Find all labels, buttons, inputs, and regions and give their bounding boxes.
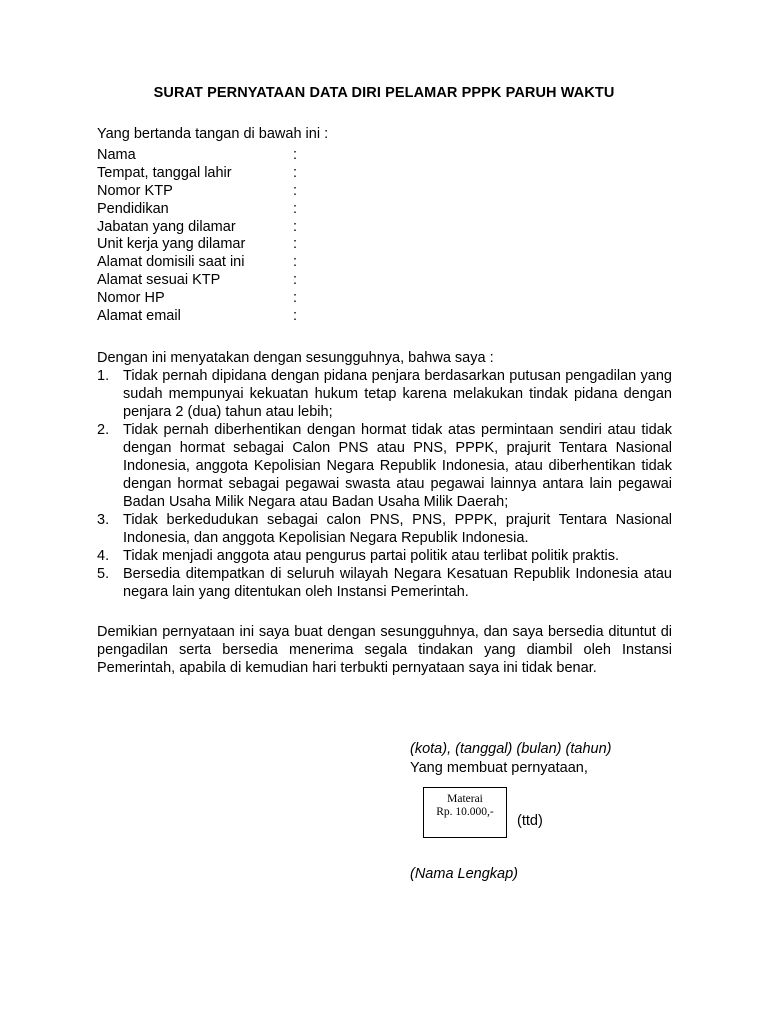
field-row-email xyxy=(97,307,497,325)
field-colon: : xyxy=(293,290,298,307)
field-row-ttl xyxy=(97,164,497,182)
list-item xyxy=(97,511,672,547)
stamp-label: Materai xyxy=(447,793,483,805)
field-colon: : xyxy=(293,218,298,235)
list-item xyxy=(97,547,672,565)
field-colon: : xyxy=(293,272,298,289)
document-title: SURAT PERNYATAAN DATA DIRI PELAMAR PPPK PARUH WAKTU xyxy=(153,85,615,101)
item-number: 4. xyxy=(97,548,110,564)
item-text: Bersedia ditempatkan di seluruh wilayah Negara Kesatuan Republik Indonesia atau negara lain yang ditentukan oleh Instansi Pemerintah. xyxy=(123,566,672,600)
field-label: Pendidikan xyxy=(97,200,169,217)
field-label: Alamat email xyxy=(97,307,181,324)
signature-name: (Nama Lengkap) xyxy=(410,866,518,882)
field-colon: : xyxy=(293,307,298,324)
field-label: Jabatan yang dilamar xyxy=(97,218,236,235)
field-colon: : xyxy=(293,236,298,253)
list-item xyxy=(97,367,672,421)
field-label: Nomor HP xyxy=(97,290,165,307)
identity-fields xyxy=(97,146,497,325)
item-text: Tidak pernah dipidana dengan pidana penjara berdasarkan putusan pengadilan yang sudah mempunyai kekuatan hukum tetap karena melakukan tindak pidana dengan penjara 2 (dua) tahun atau lebih; xyxy=(123,368,672,420)
materai-stamp-box xyxy=(423,787,507,838)
item-number: 1. xyxy=(97,368,110,384)
list-item xyxy=(97,421,672,511)
declaration-list xyxy=(97,367,672,601)
signature-date-line: (kota), (tanggal) (bulan) (tahun) xyxy=(410,741,612,757)
field-row-ktp xyxy=(97,182,497,200)
statement-intro: Dengan ini menyatakan dengan sesungguhnya, bahwa saya : xyxy=(97,350,494,366)
field-row-unit-kerja xyxy=(97,235,497,253)
field-row-alamat-ktp xyxy=(97,271,497,289)
item-text: Tidak menjadi anggota atau pengurus partai politik atau terlibat politik praktis. xyxy=(123,548,619,564)
item-number: 3. xyxy=(97,512,110,528)
signature-ttd: (ttd) xyxy=(517,813,543,829)
field-label: Nomor KTP xyxy=(97,182,173,199)
field-row-pendidikan xyxy=(97,200,497,218)
field-row-hp xyxy=(97,289,497,307)
field-row-domisili xyxy=(97,253,497,271)
item-number: 2. xyxy=(97,422,110,438)
list-item xyxy=(97,565,672,601)
closing-paragraph: Demikian pernyataan ini saya buat dengan sesungguhnya, dan saya bersedia dituntut di pengadilan serta bersedia menerima segala tindakan yang diambil oleh Instansi Pemerintah, apabila di kemudian hari terbukti pernyataan saya ini tidak benar. xyxy=(97,624,672,676)
field-label: Tempat, tanggal lahir xyxy=(97,164,232,181)
field-label: Alamat sesuai KTP xyxy=(97,272,221,289)
field-label: Unit kerja yang dilamar xyxy=(97,236,246,253)
stamp-value: Rp. 10.000,- xyxy=(436,806,494,818)
field-row-nama xyxy=(97,146,497,164)
signature-maker: Yang membuat pernyataan, xyxy=(410,760,588,776)
intro-text: Yang bertanda tangan di bawah ini : xyxy=(97,126,329,142)
field-colon: : xyxy=(293,200,298,217)
field-colon: : xyxy=(293,182,298,199)
item-text: Tidak berkedudukan sebagai calon PNS, PNS, PPPK, prajurit Tentara Nasional Indonesia, dan anggota Kepolisian Negara Republik Indonesia. xyxy=(123,512,672,546)
field-label: Alamat domisili saat ini xyxy=(97,254,245,271)
item-number: 5. xyxy=(97,566,110,582)
field-colon: : xyxy=(293,146,298,163)
field-colon: : xyxy=(293,164,298,181)
field-row-jabatan xyxy=(97,218,497,236)
item-text: Tidak pernah diberhentikan dengan hormat tidak atas permintaan sendiri atau tidak dengan hormat sebagai Calon PNS atau PNS, PPPK, prajurit Tentara Nasional Indonesia, anggota Kepolisian Negara Republik Indonesia, atau diberhentikan tidak dengan hormat sebagai pegawai swasta atau pegawai lainnya antara lain pegawai Badan Usaha Milik Negara atau Badan Usaha Milik Daerah; xyxy=(123,422,672,510)
field-colon: : xyxy=(293,254,298,271)
field-label: Nama xyxy=(97,146,136,163)
